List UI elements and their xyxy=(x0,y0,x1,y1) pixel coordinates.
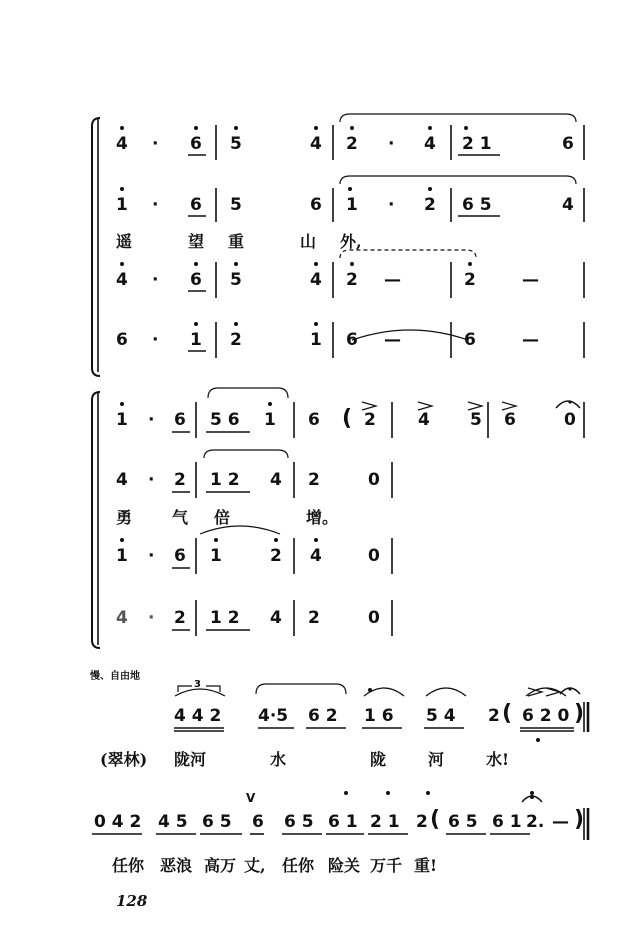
dot: · xyxy=(148,608,155,628)
paren: ) xyxy=(574,807,585,832)
note: 0 xyxy=(368,470,380,490)
dot: · xyxy=(152,134,159,154)
dot: · xyxy=(388,134,395,154)
note-group: 6 1 xyxy=(328,812,358,832)
note: 2 xyxy=(364,410,376,430)
note: 6 xyxy=(190,134,202,154)
tempo-marking: 慢、自由地 xyxy=(90,671,140,682)
note: 2 xyxy=(464,270,476,290)
lyric-word: 万千 xyxy=(370,856,403,875)
dash: — xyxy=(522,270,539,290)
lyric-word: 重! xyxy=(414,856,438,875)
dash: — xyxy=(384,330,401,350)
note: 4 xyxy=(424,134,436,154)
note: 5 xyxy=(230,270,242,290)
lyric-char: 倍 xyxy=(214,508,231,527)
note: 4 xyxy=(310,270,322,290)
note: 2 xyxy=(416,812,428,832)
note: 0 xyxy=(368,546,380,566)
note: 6 xyxy=(504,410,516,430)
triplet-mark: 3 xyxy=(194,679,201,690)
note: 6 xyxy=(308,410,320,430)
dot: · xyxy=(152,270,159,290)
dot: · xyxy=(152,330,159,350)
note-group: 6 5 xyxy=(284,812,314,832)
note: 6 xyxy=(562,134,574,154)
note: 6 xyxy=(310,195,322,215)
lyric-word: 恶浪 xyxy=(160,856,193,875)
note: 1 xyxy=(116,195,128,215)
note: 2 xyxy=(308,608,320,628)
note-group: 4 5 xyxy=(158,812,188,832)
note: 0 xyxy=(564,410,576,430)
lyric-word: (翠林) xyxy=(100,750,148,769)
note: 2 xyxy=(174,608,186,628)
note: 4 xyxy=(116,608,128,628)
dot: · xyxy=(148,470,155,490)
dot: · xyxy=(148,546,155,566)
note-pair: 1 2 xyxy=(210,470,240,490)
lyric-char: 勇 xyxy=(116,508,133,527)
note: 2 xyxy=(346,134,358,154)
note: 2 xyxy=(174,470,186,490)
lyric-word: 水 xyxy=(270,750,287,769)
note: 2 xyxy=(270,546,282,566)
note-group: 5 4 xyxy=(426,706,456,726)
note: 4 xyxy=(418,410,430,430)
paren: ( xyxy=(430,807,441,832)
slur xyxy=(340,114,576,122)
note: 5 xyxy=(230,134,242,154)
note: 6 xyxy=(190,195,202,215)
note-group: 6 5 xyxy=(448,812,478,832)
note: 4 xyxy=(562,195,574,215)
note: 4 xyxy=(270,608,282,628)
lyric-word: 高万 xyxy=(204,856,237,875)
note: 2 xyxy=(230,330,242,350)
note: 4 xyxy=(116,134,128,154)
note-pair: 2 1 xyxy=(462,134,492,154)
note: 4 xyxy=(310,546,322,566)
note: 2 xyxy=(308,470,320,490)
note: 6 xyxy=(190,270,202,290)
lyric-char: 望 xyxy=(188,232,205,251)
note: 1 xyxy=(310,330,322,350)
note: 2 xyxy=(488,706,500,726)
note: 6 xyxy=(174,546,186,566)
lyric-word: 丈, xyxy=(244,856,266,875)
lyric-word: 险关 xyxy=(328,856,361,875)
lyric-word: 任你 xyxy=(112,856,145,875)
lyric-word: 陇 xyxy=(370,750,387,769)
note: 5 xyxy=(230,195,242,215)
note: 4 xyxy=(270,470,282,490)
note-pair: 1 2 xyxy=(210,608,240,628)
lyric-char: 气 xyxy=(172,508,189,527)
note-pair: 5 6 xyxy=(210,410,240,430)
note: 4 xyxy=(116,470,128,490)
lyric-word: 河 xyxy=(428,750,445,769)
paren: ) xyxy=(574,701,585,726)
note-group: 1 6 xyxy=(364,706,394,726)
lyric-char: 增。 xyxy=(306,508,339,527)
note: 1 xyxy=(190,330,202,350)
note-group: 6 1 xyxy=(492,812,522,832)
lyric-char: 遥 xyxy=(116,232,133,251)
note: 4 xyxy=(116,270,128,290)
dot: · xyxy=(388,195,395,215)
dash: — xyxy=(522,330,539,350)
system1-bracket xyxy=(92,118,100,376)
note-group: 0 4 2 xyxy=(94,812,142,832)
note: 1 xyxy=(116,546,128,566)
page-number: 128 xyxy=(116,892,148,910)
note-group: 2 1 xyxy=(370,812,400,832)
note-group: 4·5 xyxy=(258,706,289,726)
lyric-word: 任你 xyxy=(282,856,315,875)
note-group: 4 4 2 xyxy=(174,706,222,726)
note: 6 xyxy=(464,330,476,350)
note: 6 xyxy=(346,330,358,350)
note-group: 6 2 0 xyxy=(522,706,570,726)
note: 2 xyxy=(346,270,358,290)
dash: — xyxy=(552,812,569,832)
note: 6 xyxy=(174,410,186,430)
note: 4 xyxy=(310,134,322,154)
note: 2 xyxy=(424,195,436,215)
note-group: 6 5 xyxy=(202,812,232,832)
note: 1 xyxy=(210,546,222,566)
note: 1 xyxy=(116,410,128,430)
lyric-char: 山 xyxy=(300,232,317,251)
note: 5 xyxy=(470,410,482,430)
dash: — xyxy=(384,270,401,290)
dot: · xyxy=(148,410,155,430)
note: 6 xyxy=(116,330,128,350)
note-pair: 6 5 xyxy=(462,195,492,215)
note: 2. xyxy=(526,812,545,832)
dot: · xyxy=(152,195,159,215)
note: 1 xyxy=(346,195,358,215)
note: 1 xyxy=(264,410,276,430)
lyric-char: 重 xyxy=(228,232,245,251)
lyric-word: 水! xyxy=(486,750,510,769)
system2-bracket xyxy=(92,392,100,648)
lyric-char: 外, xyxy=(340,232,362,251)
paren: ( xyxy=(342,406,353,431)
lyric-word: 陇河 xyxy=(174,750,207,769)
note-group: 6 2 xyxy=(308,706,338,726)
breath-mark: V xyxy=(246,791,256,805)
note: 0 xyxy=(368,608,380,628)
note: 6 xyxy=(252,812,264,832)
paren: ( xyxy=(502,701,513,726)
